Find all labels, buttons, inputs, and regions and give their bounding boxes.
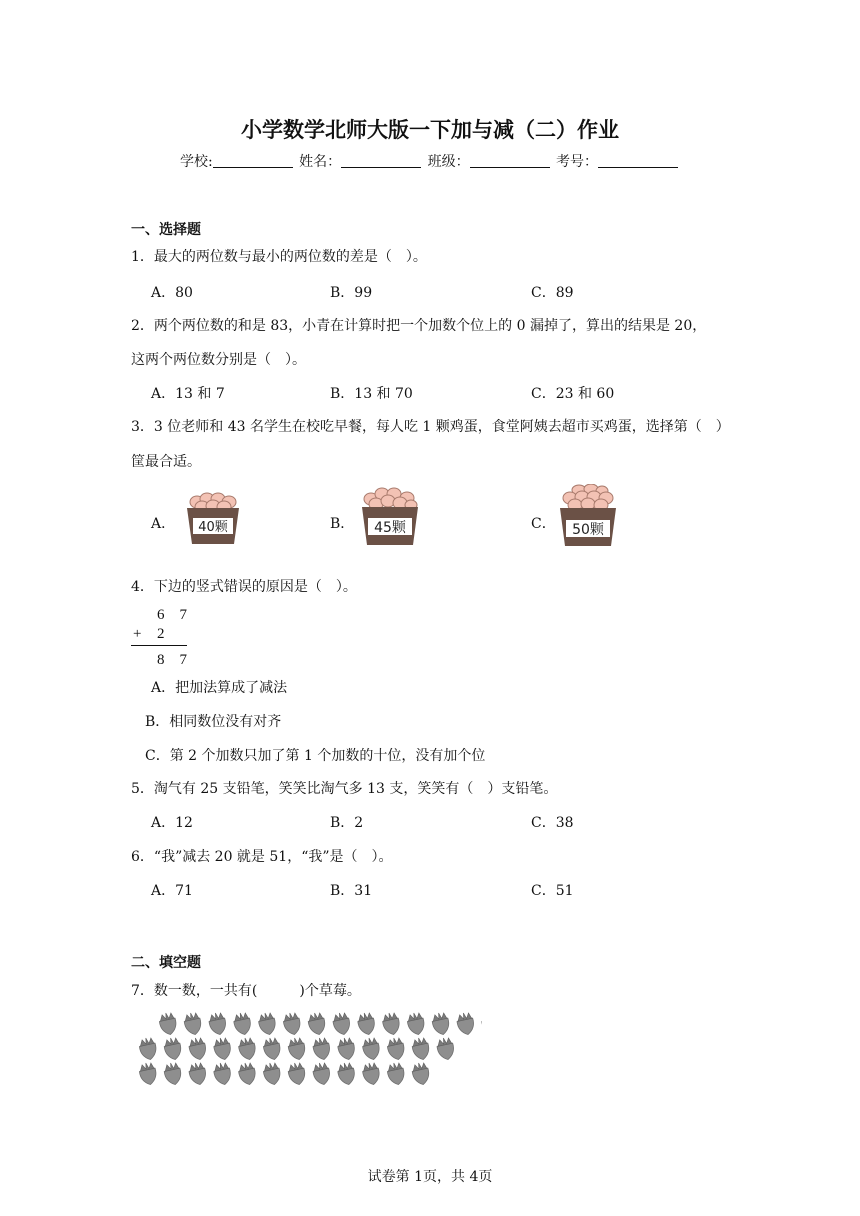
strawberry-icon bbox=[212, 1036, 232, 1061]
strawberry-icon bbox=[411, 1036, 431, 1061]
question-1: 1．最大的两位数与最小的两位数的差是（ ）。 bbox=[131, 249, 427, 265]
strawberry-icon bbox=[431, 1011, 451, 1036]
q4-option-c[interactable]: C．第 2 个加数只加了第 1 个加数的十位，没有加个位 bbox=[145, 748, 486, 764]
strawberry-icon bbox=[207, 1011, 227, 1036]
egg-basket-a-icon[interactable] bbox=[183, 488, 243, 548]
strawberry-icon bbox=[480, 1011, 482, 1036]
basket-a-label: 40颗 bbox=[198, 520, 228, 535]
question-5: 5．淘气有 25 支铅笔，笑笑比淘气多 13 支，笑笑有（ ）支铅笔。 bbox=[131, 781, 558, 797]
q1-option-c[interactable]: C．89 bbox=[531, 285, 574, 301]
class-label: 班级： bbox=[427, 154, 470, 170]
q2-option-b[interactable]: B．13 和 70 bbox=[330, 386, 413, 402]
question-3-line-2: 筐最合适。 bbox=[131, 454, 201, 470]
page-footer: 试卷第 1页，共 4页 bbox=[367, 1169, 493, 1185]
strawberry-icon bbox=[411, 1061, 431, 1085]
q4-option-b[interactable]: B．相同数位没有对齐 bbox=[145, 714, 282, 730]
strawberry-icon bbox=[361, 1061, 381, 1085]
strawberry-icon bbox=[455, 1011, 475, 1036]
egg-basket-b-icon[interactable] bbox=[358, 485, 422, 549]
strawberry-icon bbox=[336, 1061, 356, 1085]
strawberry-icon bbox=[287, 1061, 307, 1085]
strawberry-icon bbox=[311, 1061, 331, 1085]
q2-option-a[interactable]: A．13 和 7 bbox=[151, 386, 225, 402]
strawberry-icon bbox=[331, 1011, 351, 1036]
strawberry-icon bbox=[307, 1011, 327, 1036]
q5-option-a[interactable]: A．12 bbox=[151, 815, 193, 831]
strawberry-icon bbox=[212, 1061, 232, 1085]
strawberry-icon bbox=[311, 1036, 331, 1061]
section-fill: 二、填空题 bbox=[131, 955, 201, 971]
q5-option-c[interactable]: C．38 bbox=[531, 815, 574, 831]
strawberry-icon bbox=[386, 1061, 406, 1085]
name-blank[interactable] bbox=[341, 153, 421, 168]
vertical-calc-row-3: 8 7 bbox=[157, 652, 188, 668]
strawberry-icon bbox=[237, 1061, 257, 1085]
vertical-calc-line bbox=[131, 645, 187, 646]
name-label: 姓名： bbox=[299, 154, 342, 170]
strawberry-icon bbox=[138, 1036, 158, 1061]
strawberry-group bbox=[132, 1010, 482, 1085]
basket-b-label: 45颗 bbox=[374, 520, 406, 536]
strawberry-icon bbox=[262, 1061, 282, 1085]
exam-no-label: 考号： bbox=[556, 154, 599, 170]
strawberry-icon bbox=[257, 1011, 277, 1036]
student-info-line bbox=[0, 151, 860, 171]
strawberry-icon bbox=[163, 1036, 183, 1061]
school-label: 学校: bbox=[179, 154, 213, 170]
q3-option-b[interactable]: B． bbox=[330, 516, 355, 532]
class-blank[interactable] bbox=[470, 153, 550, 168]
q3-option-a[interactable]: A． bbox=[151, 516, 176, 532]
strawberry-icon bbox=[163, 1061, 183, 1085]
strawberry-icon bbox=[237, 1036, 257, 1061]
question-6: 6．“我”减去 20 就是 51，“我”是（ ）。 bbox=[131, 849, 393, 865]
school-blank[interactable] bbox=[213, 153, 293, 168]
q2-option-c[interactable]: C．23 和 60 bbox=[531, 386, 615, 402]
strawberry-icon bbox=[381, 1011, 401, 1036]
strawberry-icon bbox=[262, 1036, 282, 1061]
question-3-line-1: 3．3 位老师和 43 名学生在校吃早餐，每人吃 1 颗鸡蛋，食堂阿姨去超市买鸡蛋，选择第（ ） bbox=[131, 419, 730, 435]
vertical-calc-row-2: 2 bbox=[157, 626, 165, 642]
question-4: 4．下边的竖式错误的原因是（ ）。 bbox=[131, 579, 357, 595]
strawberry-icon bbox=[356, 1011, 376, 1036]
strawberry-icon bbox=[287, 1036, 307, 1061]
q6-option-b[interactable]: B．31 bbox=[330, 883, 373, 899]
strawberry-icon bbox=[406, 1011, 426, 1036]
vertical-calc-plus: + bbox=[133, 626, 142, 642]
q5-option-b[interactable]: B．2 bbox=[330, 815, 364, 831]
strawberry-icon bbox=[187, 1061, 207, 1085]
strawberry-icon bbox=[361, 1036, 381, 1061]
q3-option-c[interactable]: C． bbox=[531, 516, 556, 532]
strawberry-icon bbox=[232, 1011, 252, 1036]
question-7: 7．数一数，一共有( )个草莓。 bbox=[131, 983, 361, 999]
strawberry-icon bbox=[183, 1011, 203, 1036]
page-title: 小学数学北师大版一下加与减（二）作业 bbox=[241, 118, 619, 142]
strawberry-icon bbox=[282, 1011, 302, 1036]
q4-option-a[interactable]: A．把加法算成了减法 bbox=[151, 680, 288, 696]
basket-c-label: 50颗 bbox=[572, 522, 604, 538]
section-choice: 一、选择题 bbox=[131, 222, 201, 238]
q1-option-a[interactable]: A．80 bbox=[151, 285, 193, 301]
q6-option-c[interactable]: C．51 bbox=[531, 883, 574, 899]
egg-basket-c-icon[interactable] bbox=[557, 484, 619, 550]
question-2-line-2: 这两个两位数分别是（ ）。 bbox=[131, 352, 306, 368]
strawberry-icon bbox=[138, 1061, 158, 1085]
q1-option-b[interactable]: B．99 bbox=[330, 285, 373, 301]
strawberry-icon bbox=[386, 1036, 406, 1061]
strawberry-icon bbox=[435, 1036, 455, 1061]
q6-option-a[interactable]: A．71 bbox=[151, 883, 193, 899]
exam-no-blank[interactable] bbox=[598, 153, 678, 168]
strawberry-icon bbox=[158, 1011, 178, 1036]
question-2-line-1: 2．两个两位数的和是 83，小青在计算时把一个加数个位上的 0 漏掉了，算出的结果是 20， bbox=[131, 318, 707, 334]
vertical-calc-row-1: 6 7 bbox=[157, 607, 188, 623]
strawberry-icon bbox=[187, 1036, 207, 1061]
strawberry-icon bbox=[336, 1036, 356, 1061]
